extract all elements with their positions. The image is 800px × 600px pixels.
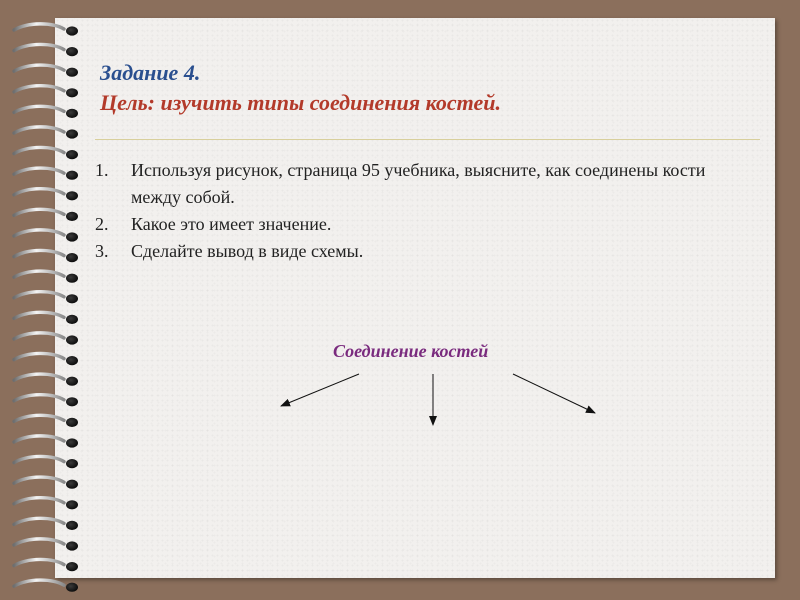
ring-icon — [14, 580, 78, 592]
list-item-number: 1. — [95, 160, 109, 180]
ring-icon — [14, 168, 78, 180]
ring-icon — [14, 292, 78, 304]
ring-icon — [14, 250, 78, 262]
ring-icon — [14, 106, 78, 118]
ring-icon — [14, 456, 78, 468]
ring-icon — [14, 518, 78, 530]
ring-icon — [14, 333, 78, 345]
scheme-title: Соединение костей — [333, 341, 489, 361]
list-item-text: Какое это имеет значение. — [131, 214, 332, 234]
ring-icon — [14, 271, 78, 283]
ring-icon — [14, 147, 78, 159]
ring-icon — [14, 24, 78, 36]
ring-icon — [14, 86, 78, 98]
task-number-heading: Задание 4. — [100, 60, 201, 85]
list-item — [95, 157, 715, 211]
spiral-binding-icon — [0, 0, 100, 600]
task-list — [95, 157, 715, 265]
page-title — [100, 58, 501, 118]
list-item-number: 3. — [95, 241, 109, 261]
ring-icon — [14, 127, 78, 139]
task-goal-heading: Цель: изучить типы соединения костей. — [100, 90, 501, 115]
ring-icon — [14, 559, 78, 571]
ring-icon — [14, 189, 78, 201]
ring-icon — [14, 209, 78, 221]
list-item-number: 2. — [95, 214, 109, 234]
ring-icon — [14, 44, 78, 56]
ring-icon — [14, 498, 78, 510]
list-item — [95, 211, 715, 238]
ring-icon — [14, 353, 78, 365]
ring-icon — [14, 65, 78, 77]
ring-icon — [14, 415, 78, 427]
list-item — [95, 238, 715, 265]
title-divider — [95, 139, 760, 140]
ring-icon — [14, 436, 78, 448]
ring-icon — [14, 374, 78, 386]
ring-icon — [14, 230, 78, 242]
list-item-text: Сделайте вывод в виде схемы. — [131, 241, 364, 261]
list-item-text: Используя рисунок, страница 95 учебника, выясните, как соединены кости между собой. — [131, 160, 706, 207]
ring-icon — [14, 395, 78, 407]
ring-icon — [14, 539, 78, 551]
ring-icon — [14, 477, 78, 489]
ring-icon — [14, 312, 78, 324]
